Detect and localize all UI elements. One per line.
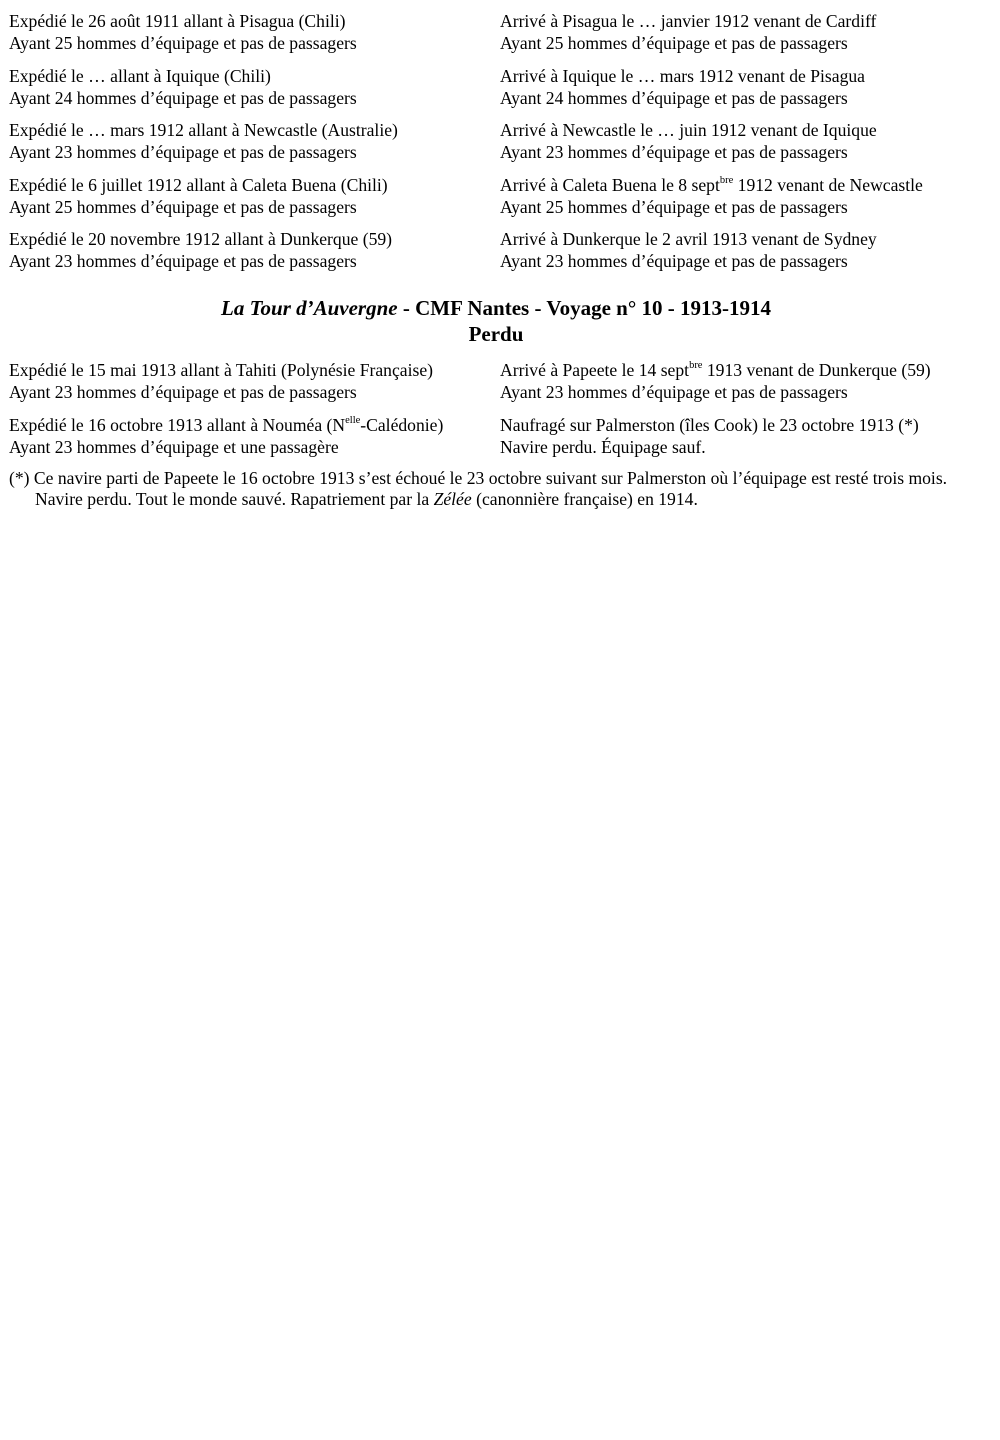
crew-line: Ayant 25 hommes d’équipage et pas de passagers — [500, 196, 848, 217]
departure-entry — [9, 10, 500, 54]
voyage-entry — [9, 414, 989, 458]
arrival-line — [500, 174, 989, 196]
voyage-title-rest: - CMF Nantes - Voyage n° 10 - 1913-1914 — [397, 296, 771, 320]
crew-line: Ayant 23 hommes d’équipage et pas de passagers — [500, 382, 848, 402]
departure-line: Expédié le 6 juillet 1912 allant à Caleta Buena (Chili) — [9, 174, 388, 195]
ordinal-superscript: bre — [719, 174, 734, 186]
arrival-entry — [500, 174, 989, 218]
arrival-line: Arrivé à Pisagua le … janvier 1912 venant de Cardiff — [500, 11, 877, 31]
departure-line: Expédié le 15 mai 1913 allant à Tahiti (Polynésie Française) — [9, 360, 433, 380]
ordinal-superscript: elle — [345, 414, 361, 426]
voyage-entry — [9, 228, 989, 272]
outcome-line: Navire perdu. Équipage sauf. — [500, 436, 706, 457]
voyage-status: Perdu — [468, 322, 524, 346]
crew-line: Ayant 23 hommes d’équipage et pas de passagers — [9, 251, 357, 271]
crew-line: Ayant 25 hommes d’équipage et pas de passagers — [9, 33, 357, 53]
arrival-entry — [500, 10, 989, 54]
departure-entry — [9, 65, 500, 109]
voyage-heading — [9, 295, 989, 347]
departure-entry — [9, 228, 500, 272]
departure-entry — [9, 414, 500, 458]
voyage-entry — [9, 10, 989, 54]
crew-line: Ayant 23 hommes d’équipage et une passagère — [9, 436, 339, 457]
arrival-line-start: Arrivé à Papeete le 14 sept — [500, 360, 690, 380]
departure-line-end: -Calédonie) — [360, 414, 444, 435]
voyage-entry — [9, 65, 989, 109]
crew-line: Ayant 24 hommes d’équipage et pas de passagers — [500, 87, 848, 108]
ship-name: La Tour d’Auvergne — [221, 296, 398, 320]
crew-line: Ayant 25 hommes d’équipage et pas de passagers — [500, 33, 848, 53]
footnote — [9, 468, 989, 510]
footnote-text-start: Ce navire parti de Papeete le 16 octobre 1913 s’est échoué le 23 octobre suivant sur Palmerston où l’équipage est resté trois mois. Navire perdu. Tout le monde sauvé. Rapatriement par la — [29, 468, 948, 509]
departure-line — [9, 414, 500, 436]
departure-line: Expédié le … mars 1912 allant à Newcastle (Australie) — [9, 120, 398, 140]
footnote-text-end: (canonnière française) en 1914. — [471, 489, 698, 509]
crew-line: Ayant 23 hommes d’équipage et pas de passagers — [500, 251, 848, 271]
crew-line: Ayant 25 hommes d’équipage et pas de passagers — [9, 196, 357, 217]
arrival-line: Arrivé à Iquique le … mars 1912 venant de Pisagua — [500, 65, 865, 86]
voyage-log-section-2 — [9, 359, 989, 458]
shipwreck-entry — [500, 414, 989, 458]
arrival-entry — [500, 359, 989, 403]
footnote-ship-name: Zélée — [433, 489, 472, 509]
departure-entry — [9, 119, 500, 163]
arrival-entry — [500, 65, 989, 109]
arrival-line-start: Arrivé à Caleta Buena le 8 sept — [500, 174, 720, 195]
arrival-line: Arrivé à Newcastle le … juin 1912 venant de Iquique — [500, 120, 877, 140]
crew-line: Ayant 23 hommes d’équipage et pas de passagers — [9, 382, 357, 402]
voyage-entry — [9, 359, 989, 403]
ordinal-superscript: bre — [689, 360, 703, 372]
arrival-entry — [500, 228, 989, 272]
arrival-line: Arrivé à Dunkerque le 2 avril 1913 venant de Sydney — [500, 229, 877, 249]
departure-line: Expédié le … allant à Iquique (Chili) — [9, 65, 271, 86]
voyage-title — [9, 295, 983, 321]
footnote-marker: (*) — [9, 468, 30, 488]
departure-line: Expédié le 20 novembre 1912 allant à Dunkerque (59) — [9, 229, 393, 249]
crew-line: Ayant 24 hommes d’équipage et pas de passagers — [9, 87, 357, 108]
arrival-line — [500, 359, 989, 381]
voyage-log-section-1 — [9, 10, 989, 272]
arrival-entry — [500, 119, 989, 163]
arrival-line-end: 1912 venant de Newcastle — [733, 174, 923, 195]
departure-entry — [9, 174, 500, 218]
document-page — [9, 10, 989, 510]
arrival-line-end: 1913 venant de Dunkerque (59) — [702, 360, 931, 380]
departure-line: Expédié le 26 août 1911 allant à Pisagua (Chili) — [9, 11, 346, 31]
crew-line: Ayant 23 hommes d’équipage et pas de passagers — [9, 142, 357, 162]
departure-entry — [9, 359, 500, 403]
voyage-entry — [9, 174, 989, 218]
departure-line-start: Expédié le 16 octobre 1913 allant à Nouméa (N — [9, 414, 346, 435]
shipwreck-line: Naufragé sur Palmerston (îles Cook) le 23 octobre 1913 (*) — [500, 414, 919, 435]
voyage-entry — [9, 119, 989, 163]
crew-line: Ayant 23 hommes d’équipage et pas de passagers — [500, 142, 848, 162]
